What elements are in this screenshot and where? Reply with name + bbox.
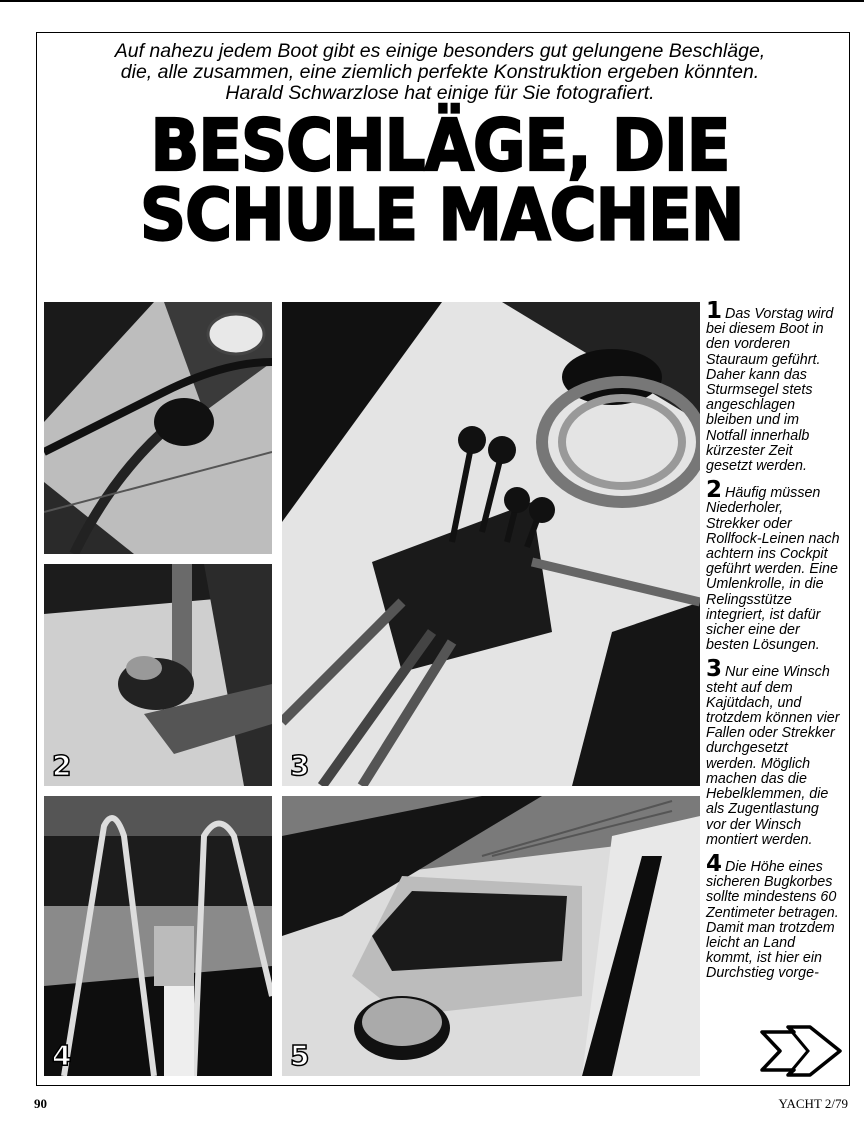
intro-text: [60, 41, 820, 104]
caption-4: [706, 850, 840, 982]
caption-3: [706, 656, 840, 848]
caption-4-text: Die Höhe eines sicheren Bugkorbes sollte mindestens 60 Zentimeter betragen. Damit man trotzdem leicht an Land kommt, ist hier ein Durchstieg vorge-: [706, 858, 839, 982]
caption-4-number: 4: [706, 850, 723, 877]
headline-line-2: SCHULE MACHEN: [140, 174, 744, 258]
issue-label: YACHT 2/79: [778, 1096, 848, 1111]
photo-deck-hatch: [282, 796, 700, 1076]
photo-forestay-fitting: [44, 302, 272, 554]
photo-4-number: 4: [52, 1039, 72, 1072]
caption-1-text: Das Vorstag wird bei diesem Boot in den vorderen Stauraum geführt. Daher kann das Sturmsegel stets angeschlagen bleiben und im Notfall innerhalb kürzester Zeit gesetzt werden.: [706, 306, 834, 475]
intro-line-3: Harald Schwarzlose hat einige für Sie fotografiert.: [225, 82, 655, 104]
caption-3-number: 3: [706, 656, 723, 683]
photo-3-number: 3: [290, 749, 310, 782]
photo-winch-clutches: [282, 302, 700, 786]
photo-turning-block: [44, 564, 272, 786]
intro-line-2: die, alle zusammen, eine ziemlich perfekte Konstruktion ergeben könnten.: [120, 61, 760, 83]
caption-2: [706, 477, 840, 654]
top-rule: [0, 0, 864, 2]
page-number: 90: [34, 1096, 47, 1111]
article-headline: [140, 105, 744, 258]
continue-arrow-icon: [758, 1024, 842, 1078]
intro-line-1: Auf nahezu jedem Boot gibt es einige besonders gut gelungene Beschläge,: [114, 40, 766, 62]
caption-2-number: 2: [706, 477, 723, 504]
caption-1-number: 1: [706, 298, 723, 324]
caption-2-text: Häufig müssen Niederholer, Strekker oder Rollfock-Leinen nach achtern ins Cockpit geführt werden. Eine Umlenkrolle, in die Relingsstütze integriert, ist dafür sicher eine der besten Lösungen.: [706, 485, 840, 654]
captions-column: [706, 298, 840, 991]
caption-1: [706, 298, 840, 475]
photo-2-number: 2: [52, 749, 72, 782]
headline-line-1: BESCHLÄGE, DIE: [150, 105, 730, 189]
caption-3-text: Nur eine Winsch steht auf dem Kajütdach, und trotzdem können vier Fallen oder Strekker durchgesetzt werden. Möglich machen das die Hebelklemmen, die als Zugentlastung vor der Winsch montiert werden.: [706, 664, 840, 848]
photo-bow-pulpit: [44, 796, 272, 1076]
photo-5-number: 5: [290, 1039, 310, 1072]
